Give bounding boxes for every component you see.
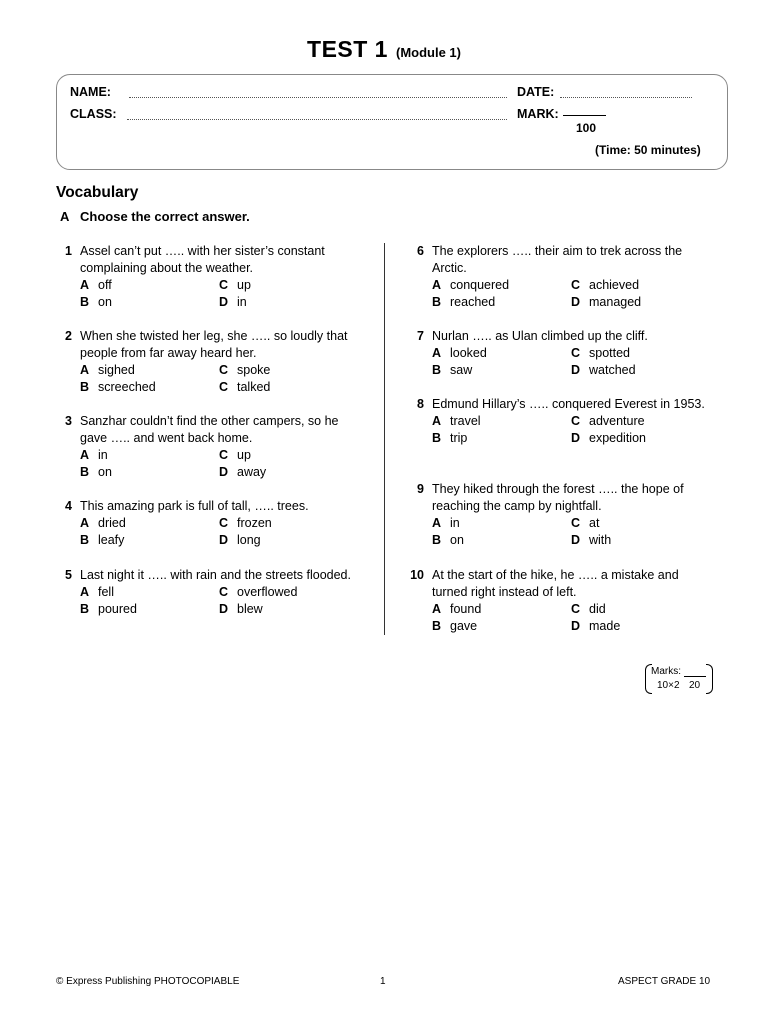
marks-total: 20 xyxy=(689,680,701,691)
answer-option[interactable]: A conquered xyxy=(432,278,510,292)
question-6 xyxy=(408,243,708,311)
name-field[interactable] xyxy=(129,97,507,98)
answer-option[interactable]: D blew xyxy=(219,602,263,616)
marks-field[interactable] xyxy=(684,676,706,677)
question-5 xyxy=(56,567,356,618)
answer-option[interactable]: B on xyxy=(432,533,464,547)
answer-option[interactable]: B gave xyxy=(432,619,478,633)
answer-option[interactable]: A fell xyxy=(80,585,114,599)
section-title: Vocabulary xyxy=(56,184,139,201)
answer-option[interactable]: A in xyxy=(80,448,108,462)
question-text: When she twisted her leg, she ….. so loudly that people from far away heard her. xyxy=(80,329,348,360)
answer-option[interactable]: D away xyxy=(219,465,267,479)
answer-option[interactable]: D watched xyxy=(571,363,636,377)
answer-option[interactable]: C spotted xyxy=(571,346,631,360)
marks-box xyxy=(645,662,713,694)
bracket-right xyxy=(706,664,713,694)
date-field[interactable] xyxy=(560,97,692,98)
mark-label: MARK: xyxy=(517,107,559,121)
answer-option[interactable]: C frozen xyxy=(219,516,272,530)
date-label: DATE: xyxy=(517,85,555,99)
question-text: The explorers ….. their aim to trek across the Arctic. xyxy=(432,244,683,275)
answer-option[interactable]: B on xyxy=(80,465,112,479)
page-title xyxy=(0,36,768,63)
student-info-box xyxy=(56,74,728,170)
answer-options xyxy=(80,277,356,311)
answer-option[interactable]: A dried xyxy=(80,516,126,530)
answer-option[interactable]: B leafy xyxy=(80,533,125,547)
name-label: NAME: xyxy=(70,85,111,99)
answer-option[interactable]: D in xyxy=(219,295,247,309)
answer-option[interactable]: C up xyxy=(219,448,251,462)
answer-option[interactable]: D managed xyxy=(571,295,642,309)
answer-options xyxy=(80,584,356,618)
class-field[interactable] xyxy=(127,119,507,120)
answer-option[interactable]: D expedition xyxy=(571,431,646,445)
question-number: 5 xyxy=(65,568,72,582)
question-number: 8 xyxy=(417,397,424,411)
question-7 xyxy=(408,328,708,379)
mark-field[interactable] xyxy=(563,115,606,116)
question-text: This amazing park is full of tall, ….. trees. xyxy=(80,499,309,513)
question-3 xyxy=(56,413,356,481)
answer-option[interactable]: A travel xyxy=(432,414,481,428)
answer-option[interactable]: C up xyxy=(219,278,251,292)
answer-option[interactable]: D with xyxy=(571,533,612,547)
answer-options xyxy=(80,362,356,396)
answer-option[interactable]: D long xyxy=(219,533,261,547)
answer-option[interactable]: D made xyxy=(571,619,621,633)
answer-options xyxy=(432,515,708,549)
question-2 xyxy=(56,328,356,396)
answer-option[interactable]: B poured xyxy=(80,602,137,616)
question-number: 1 xyxy=(65,244,72,258)
question-text: Assel can’t put ….. with her sister’s constant complaining about the weather. xyxy=(80,244,325,275)
question-4 xyxy=(56,498,356,549)
class-label: CLASS: xyxy=(70,107,117,121)
answer-option[interactable]: B trip xyxy=(432,431,468,445)
instruction xyxy=(60,209,250,224)
question-number: 7 xyxy=(417,329,424,343)
question-text: At the start of the hike, he ….. a mistake and turned right instead of left. xyxy=(432,568,679,599)
question-number: 6 xyxy=(417,244,424,258)
answer-option[interactable]: C adventure xyxy=(571,414,645,428)
answer-option[interactable]: B screeched xyxy=(80,380,156,394)
answer-options xyxy=(80,515,356,549)
answer-option[interactable]: B saw xyxy=(432,363,473,377)
question-1 xyxy=(56,243,356,311)
page-number: 1 xyxy=(380,976,386,987)
answer-option[interactable]: A sighed xyxy=(80,363,135,377)
test-title: TEST 1 xyxy=(307,36,388,62)
answer-option[interactable]: C spoke xyxy=(219,363,271,377)
question-text: Last night it ….. with rain and the streets flooded. xyxy=(80,568,351,582)
footer-course: ASPECT GRADE 10 xyxy=(618,976,711,987)
answer-options xyxy=(432,413,708,447)
answer-options xyxy=(432,277,708,311)
answer-option[interactable]: A looked xyxy=(432,346,487,360)
answer-option[interactable]: A off xyxy=(80,278,112,292)
question-number: 4 xyxy=(65,499,72,513)
answer-options xyxy=(432,345,708,379)
question-10 xyxy=(408,567,708,635)
question-number: 3 xyxy=(65,414,72,428)
answer-option[interactable]: A found xyxy=(432,602,482,616)
footer-copyright: © Express Publishing PHOTOCOPIABLE xyxy=(56,976,240,987)
question-text: Nurlan ….. as Ulan climbed up the cliff. xyxy=(432,329,648,343)
marks-label: Marks: xyxy=(651,666,681,677)
instruction-letter: A xyxy=(60,209,70,224)
question-number: 2 xyxy=(65,329,72,343)
column-divider xyxy=(384,243,385,635)
question-9 xyxy=(408,481,708,549)
answer-options xyxy=(432,601,708,635)
answer-option[interactable]: C at xyxy=(571,516,600,530)
answer-option[interactable]: B reached xyxy=(432,295,496,309)
answer-option[interactable]: C overflowed xyxy=(219,585,298,599)
question-text: Sanzhar couldn’t find the other campers, so he gave ….. and went back home. xyxy=(80,414,339,445)
answer-option[interactable]: C achieved xyxy=(571,278,640,292)
answer-option[interactable]: C did xyxy=(571,602,606,616)
mark-denominator: 100 xyxy=(576,121,597,135)
question-text: Edmund Hillary’s ….. conquered Everest in 1953. xyxy=(432,397,705,411)
instruction-text: Choose the correct answer. xyxy=(80,209,250,224)
question-number: 9 xyxy=(417,482,424,496)
question-8 xyxy=(408,396,708,447)
time-note: (Time: 50 minutes) xyxy=(595,143,701,157)
marks-calc: 10×2 xyxy=(657,680,680,691)
question-number: 10 xyxy=(410,568,424,582)
answer-option[interactable]: B on xyxy=(80,295,112,309)
module-subtitle: (Module 1) xyxy=(395,45,461,60)
question-text: They hiked through the forest ….. the hope of reaching the camp by nightfall. xyxy=(432,482,684,513)
answer-option[interactable]: A in xyxy=(432,516,460,530)
answer-option[interactable]: C talked xyxy=(219,380,271,394)
answer-options xyxy=(80,447,356,481)
